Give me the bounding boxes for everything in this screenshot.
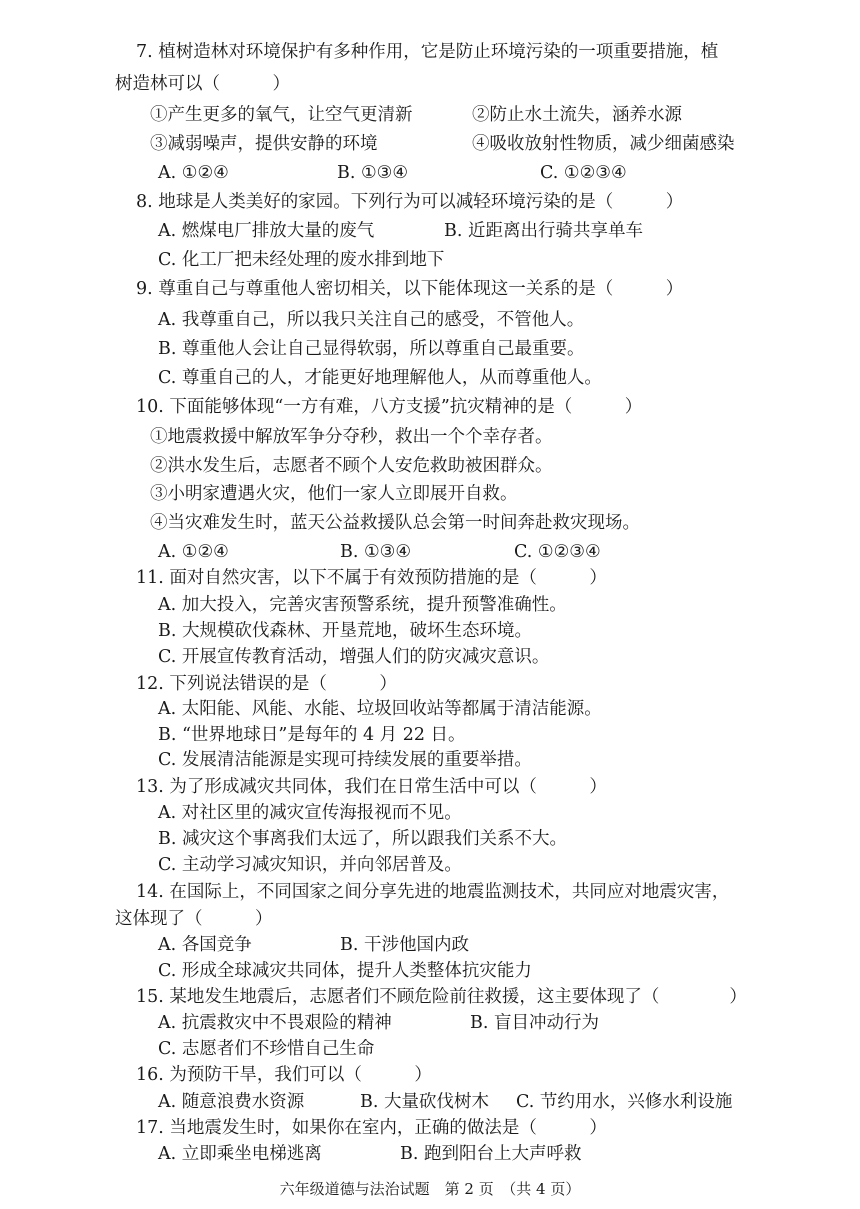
q16-option-b: B. 大量砍伐树木 (360, 1092, 489, 1112)
q9-stem: 9. 尊重自己与尊重他人密切相关，以下能体现这一关系的是（ ） (136, 279, 684, 299)
q14-option-a: A. 各国竞争 (158, 935, 252, 955)
q17-option-b: B. 跑到阳台上大声呼救 (400, 1144, 582, 1164)
q9-option-b: B. 尊重他人会让自己显得软弱，所以尊重自己最重要。 (158, 339, 585, 359)
q7-item-3: ③减弱噪声，提供安静的环境 (150, 134, 378, 154)
q13-option-b: B. 减灾这个事离我们太远了，所以跟我们关系不大。 (158, 829, 567, 849)
q10-option-c: C. ①②③④ (514, 542, 601, 562)
q14-option-c: C. 形成全球减灾共同体，提升人类整体抗灾能力 (158, 961, 532, 981)
q11-option-c: C. 开展宣传教育活动，增强人们的防灾减灾意识。 (158, 647, 550, 667)
q14-option-b: B. 干涉他国内政 (340, 935, 469, 955)
q15-option-b: B. 盲目冲动行为 (470, 1013, 599, 1033)
q9-option-a: A. 我尊重自己，所以我只关注自己的感受，不管他人。 (158, 310, 585, 330)
q13-option-c: C. 主动学习减灾知识，并向邻居普及。 (158, 855, 462, 875)
q10-option-b: B. ①③④ (340, 542, 412, 562)
q7-option-c: C. ①②③④ (540, 163, 627, 183)
q10-option-a: A. ①②④ (158, 542, 229, 562)
q13-option-a: A. 对社区里的减灾宣传海报视而不见。 (158, 803, 462, 823)
q10-stem: 10. 下面能够体现“一方有难，八方支援”抗灾精神的是（ ） (136, 397, 643, 417)
q10-item-4: ④当灾难发生时，蓝天公益救援队总会第一时间奔赴救灾现场。 (150, 513, 640, 533)
q15-stem: 15. 某地发生地震后，志愿者们不顾危险前往救援，这主要体现了（ ） (136, 987, 747, 1007)
q7-item-4: ④吸收放射性物质，减少细菌感染 (472, 134, 735, 154)
page-footer: 六年级道德与法治试题 第 2 页 （共 4 页） (279, 1180, 581, 1198)
q16-option-a: A. 随意浪费水资源 (158, 1092, 305, 1112)
q11-option-a: A. 加大投入，完善灾害预警系统，提升预警准确性。 (158, 595, 567, 615)
q12-option-c: C. 发展清洁能源是实现可持续发展的重要举措。 (158, 750, 532, 770)
q12-stem: 12. 下列说法错误的是（ ） (136, 674, 397, 694)
q15-option-c: C. 志愿者们不珍惜自己生命 (158, 1039, 375, 1059)
q7-option-a: A. ①②④ (158, 163, 229, 183)
q10-item-1: ①地震救援中解放军争分夺秒，救出一个个幸存者。 (150, 427, 553, 447)
q16-option-c: C. 节约用水，兴修水利设施 (516, 1092, 733, 1112)
q16-stem: 16. 为预防干旱，我们可以（ ） (136, 1065, 432, 1085)
q12-option-a: A. 太阳能、风能、水能、垃圾回收站等都属于清洁能源。 (158, 699, 602, 719)
q7-stem-line-2: 树造林可以（ ） (115, 74, 290, 94)
q14-stem-line-2: 这体现了（ ） (115, 909, 273, 929)
q13-stem: 13. 为了形成减灾共同体，我们在日常生活中可以（ ） (136, 777, 607, 797)
q10-item-2: ②洪水发生后，志愿者不顾个人安危救助被困群众。 (150, 456, 553, 476)
q7-stem-line-1: 7. 植树造林对环境保护有多种作用，它是防止环境污染的一项重要措施，植 (136, 42, 719, 62)
q15-option-a: A. 抗震救灾中不畏艰险的精神 (158, 1013, 392, 1033)
q10-item-3: ③小明家遭遇火灾，他们一家人立即展开自救。 (150, 484, 518, 504)
q11-option-b: B. 大规模砍伐森林、开垦荒地，破坏生态环境。 (158, 621, 532, 641)
q7-option-b: B. ①③④ (337, 163, 409, 183)
q8-stem: 8. 地球是人类美好的家园。下列行为可以减轻环境污染的是（ ） (136, 192, 684, 212)
q17-option-a: A. 立即乘坐电梯逃离 (158, 1144, 322, 1164)
q7-item-1: ①产生更多的氧气，让空气更清新 (150, 105, 413, 125)
q7-item-2: ②防止水土流失，涵养水源 (472, 105, 682, 125)
q9-option-c: C. 尊重自己的人，才能更好地理解他人，从而尊重他人。 (158, 368, 602, 388)
q17-stem: 17. 当地震发生时，如果你在室内，正确的做法是（ ） (136, 1118, 607, 1138)
q14-stem-line-1: 14. 在国际上，不同国家之间分享先进的地震监测技术，共同应对地震灾害， (136, 882, 730, 902)
q8-option-b: B. 近距离出行骑共享单车 (444, 221, 643, 241)
q11-stem: 11. 面对自然灾害，以下不属于有效预防措施的是（ ） (136, 568, 607, 588)
q8-option-a: A. 燃煤电厂排放大量的废气 (158, 221, 375, 241)
q8-option-c: C. 化工厂把未经处理的废水排到地下 (158, 250, 445, 270)
q12-option-b: B. “世界地球日”是每年的 4 月 22 日。 (158, 725, 466, 745)
